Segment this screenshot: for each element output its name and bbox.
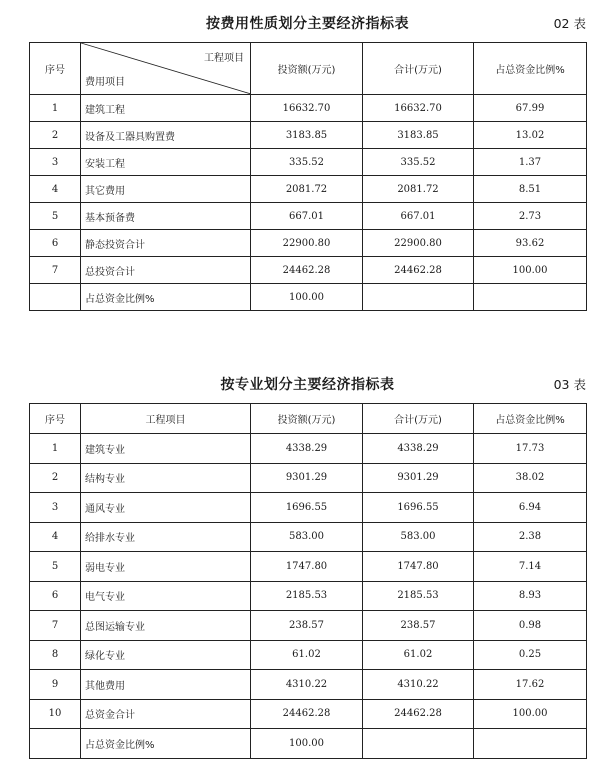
table-row xyxy=(30,670,587,700)
cell-name: 电气专业 xyxy=(81,581,251,611)
cell-investment: 61.02 xyxy=(251,640,363,670)
specialty-table xyxy=(29,403,587,759)
cell-investment: 335.52 xyxy=(251,149,363,176)
header-item: 工程项目 xyxy=(81,404,251,434)
table-row xyxy=(30,230,587,257)
cell-seq: 10 xyxy=(30,699,81,729)
cell-investment: 1747.80 xyxy=(251,552,363,582)
header-diagonal-cell xyxy=(81,43,251,95)
cell-ratio: 7.14 xyxy=(474,552,587,582)
cell-seq: 1 xyxy=(30,434,81,464)
cell-ratio: 6.94 xyxy=(474,493,587,523)
cell-seq: 5 xyxy=(30,203,81,230)
cell-name: 弱电专业 xyxy=(81,552,251,582)
cell-seq: 8 xyxy=(30,640,81,670)
cell-ratio: 8.51 xyxy=(474,176,587,203)
cell-investment: 4310.22 xyxy=(251,670,363,700)
table-row xyxy=(30,493,587,523)
cell-investment: 16632.70 xyxy=(251,95,363,122)
table-row xyxy=(30,640,587,670)
cell-total: 1747.80 xyxy=(363,552,474,582)
cell-total: 3183.85 xyxy=(363,122,474,149)
cell-total: 61.02 xyxy=(363,640,474,670)
cell-name: 建筑工程 xyxy=(81,95,251,122)
cell-ratio xyxy=(474,284,587,311)
header-investment: 投资额(万元) xyxy=(251,43,363,95)
table-row xyxy=(30,581,587,611)
cell-name: 绿化专业 xyxy=(81,640,251,670)
cell-seq: 7 xyxy=(30,257,81,284)
cell-name: 其它费用 xyxy=(81,176,251,203)
cell-name: 其他费用 xyxy=(81,670,251,700)
cell-ratio: 17.73 xyxy=(474,434,587,464)
cell-investment: 9301.29 xyxy=(251,463,363,493)
cell-seq xyxy=(30,284,81,311)
cell-investment: 22900.80 xyxy=(251,230,363,257)
cell-total: 24462.28 xyxy=(363,257,474,284)
cell-ratio: 0.98 xyxy=(474,611,587,641)
cell-name: 静态投资合计 xyxy=(81,230,251,257)
cell-seq: 9 xyxy=(30,670,81,700)
cell-ratio: 8.93 xyxy=(474,581,587,611)
cell-seq: 6 xyxy=(30,581,81,611)
cell-investment: 2081.72 xyxy=(251,176,363,203)
cell-seq: 4 xyxy=(30,176,81,203)
cell-seq: 6 xyxy=(30,230,81,257)
cell-total: 667.01 xyxy=(363,203,474,230)
cell-seq: 3 xyxy=(30,493,81,523)
cell-name: 给排水专业 xyxy=(81,522,251,552)
table-row xyxy=(30,699,587,729)
cell-total: 335.52 xyxy=(363,149,474,176)
specialty-table-number: 03 表 xyxy=(553,377,586,392)
cell-ratio: 1.37 xyxy=(474,149,587,176)
cell-ratio: 2.73 xyxy=(474,203,587,230)
cell-ratio: 0.25 xyxy=(474,640,587,670)
table-row xyxy=(30,95,587,122)
cell-total: 4338.29 xyxy=(363,434,474,464)
header-ratio: 占总资金比例% xyxy=(474,43,587,95)
cell-seq xyxy=(30,729,81,759)
specialty-title-row xyxy=(29,374,586,394)
cell-name: 结构专业 xyxy=(81,463,251,493)
table-footer-row xyxy=(30,729,587,759)
cost-nature-table-body xyxy=(30,95,587,311)
cell-seq: 5 xyxy=(30,552,81,582)
table-row xyxy=(30,176,587,203)
specialty-table-title: 按专业划分主要经济指标表 xyxy=(220,377,395,393)
cell-investment: 24462.28 xyxy=(251,699,363,729)
cell-seq: 2 xyxy=(30,463,81,493)
table-row xyxy=(30,611,587,641)
cell-investment: 3183.85 xyxy=(251,122,363,149)
table-row xyxy=(30,257,587,284)
cost-nature-section xyxy=(29,13,586,311)
header-seq: 序号 xyxy=(30,404,81,434)
cell-ratio: 13.02 xyxy=(474,122,587,149)
cell-total: 1696.55 xyxy=(363,493,474,523)
cell-seq: 4 xyxy=(30,522,81,552)
cell-name: 占总资金比例% xyxy=(81,729,251,759)
cell-seq: 1 xyxy=(30,95,81,122)
cell-name: 总资金合计 xyxy=(81,699,251,729)
cell-name: 总投资合计 xyxy=(81,257,251,284)
table-row xyxy=(30,434,587,464)
cell-name: 设备及工器具购置费 xyxy=(81,122,251,149)
table-row xyxy=(30,203,587,230)
cell-name: 安装工程 xyxy=(81,149,251,176)
table-footer-row xyxy=(30,284,587,311)
cell-ratio: 17.62 xyxy=(474,670,587,700)
cell-total: 238.57 xyxy=(363,611,474,641)
header-item-bottom: 费用项目 xyxy=(85,77,125,88)
cost-nature-title-row xyxy=(29,13,586,33)
cell-name: 总图运输专业 xyxy=(81,611,251,641)
cell-investment: 100.00 xyxy=(251,729,363,759)
table-row xyxy=(30,463,587,493)
cell-total: 2081.72 xyxy=(363,176,474,203)
cell-total xyxy=(363,284,474,311)
cell-investment: 2185.53 xyxy=(251,581,363,611)
header-total: 合计(万元) xyxy=(363,43,474,95)
cell-ratio xyxy=(474,729,587,759)
cell-seq: 2 xyxy=(30,122,81,149)
cell-investment: 4338.29 xyxy=(251,434,363,464)
cell-seq: 3 xyxy=(30,149,81,176)
header-seq: 序号 xyxy=(30,43,81,95)
cell-investment: 1696.55 xyxy=(251,493,363,523)
cell-total: 2185.53 xyxy=(363,581,474,611)
cell-name: 基本预备费 xyxy=(81,203,251,230)
cell-ratio: 38.02 xyxy=(474,463,587,493)
table-row xyxy=(30,149,587,176)
header-ratio: 占总资金比例% xyxy=(474,404,587,434)
specialty-header-row xyxy=(30,404,587,434)
table-row xyxy=(30,552,587,582)
cell-investment: 583.00 xyxy=(251,522,363,552)
header-item-top: 工程项目 xyxy=(204,53,244,64)
cell-ratio: 67.99 xyxy=(474,95,587,122)
table-row xyxy=(30,122,587,149)
cell-total: 4310.22 xyxy=(363,670,474,700)
cell-name: 建筑专业 xyxy=(81,434,251,464)
cell-total xyxy=(363,729,474,759)
cell-investment: 238.57 xyxy=(251,611,363,641)
cell-total: 24462.28 xyxy=(363,699,474,729)
cell-investment: 100.00 xyxy=(251,284,363,311)
cost-nature-table-number: 02 表 xyxy=(553,16,586,31)
table-row xyxy=(30,522,587,552)
cell-investment: 667.01 xyxy=(251,203,363,230)
specialty-section xyxy=(29,374,586,759)
cell-seq: 7 xyxy=(30,611,81,641)
cell-ratio: 93.62 xyxy=(474,230,587,257)
header-investment: 投资额(万元) xyxy=(251,404,363,434)
cell-name: 占总资金比例% xyxy=(81,284,251,311)
cost-nature-table-title: 按费用性质划分主要经济指标表 xyxy=(206,16,409,32)
cost-nature-header-row xyxy=(30,43,587,95)
header-total: 合计(万元) xyxy=(363,404,474,434)
cell-ratio: 100.00 xyxy=(474,257,587,284)
cell-total: 16632.70 xyxy=(363,95,474,122)
cell-name: 通风专业 xyxy=(81,493,251,523)
cell-ratio: 100.00 xyxy=(474,699,587,729)
cell-ratio: 2.38 xyxy=(474,522,587,552)
cell-total: 9301.29 xyxy=(363,463,474,493)
cell-investment: 24462.28 xyxy=(251,257,363,284)
cell-total: 583.00 xyxy=(363,522,474,552)
specialty-table-body xyxy=(30,434,587,759)
cell-total: 22900.80 xyxy=(363,230,474,257)
cost-nature-table xyxy=(29,42,587,311)
